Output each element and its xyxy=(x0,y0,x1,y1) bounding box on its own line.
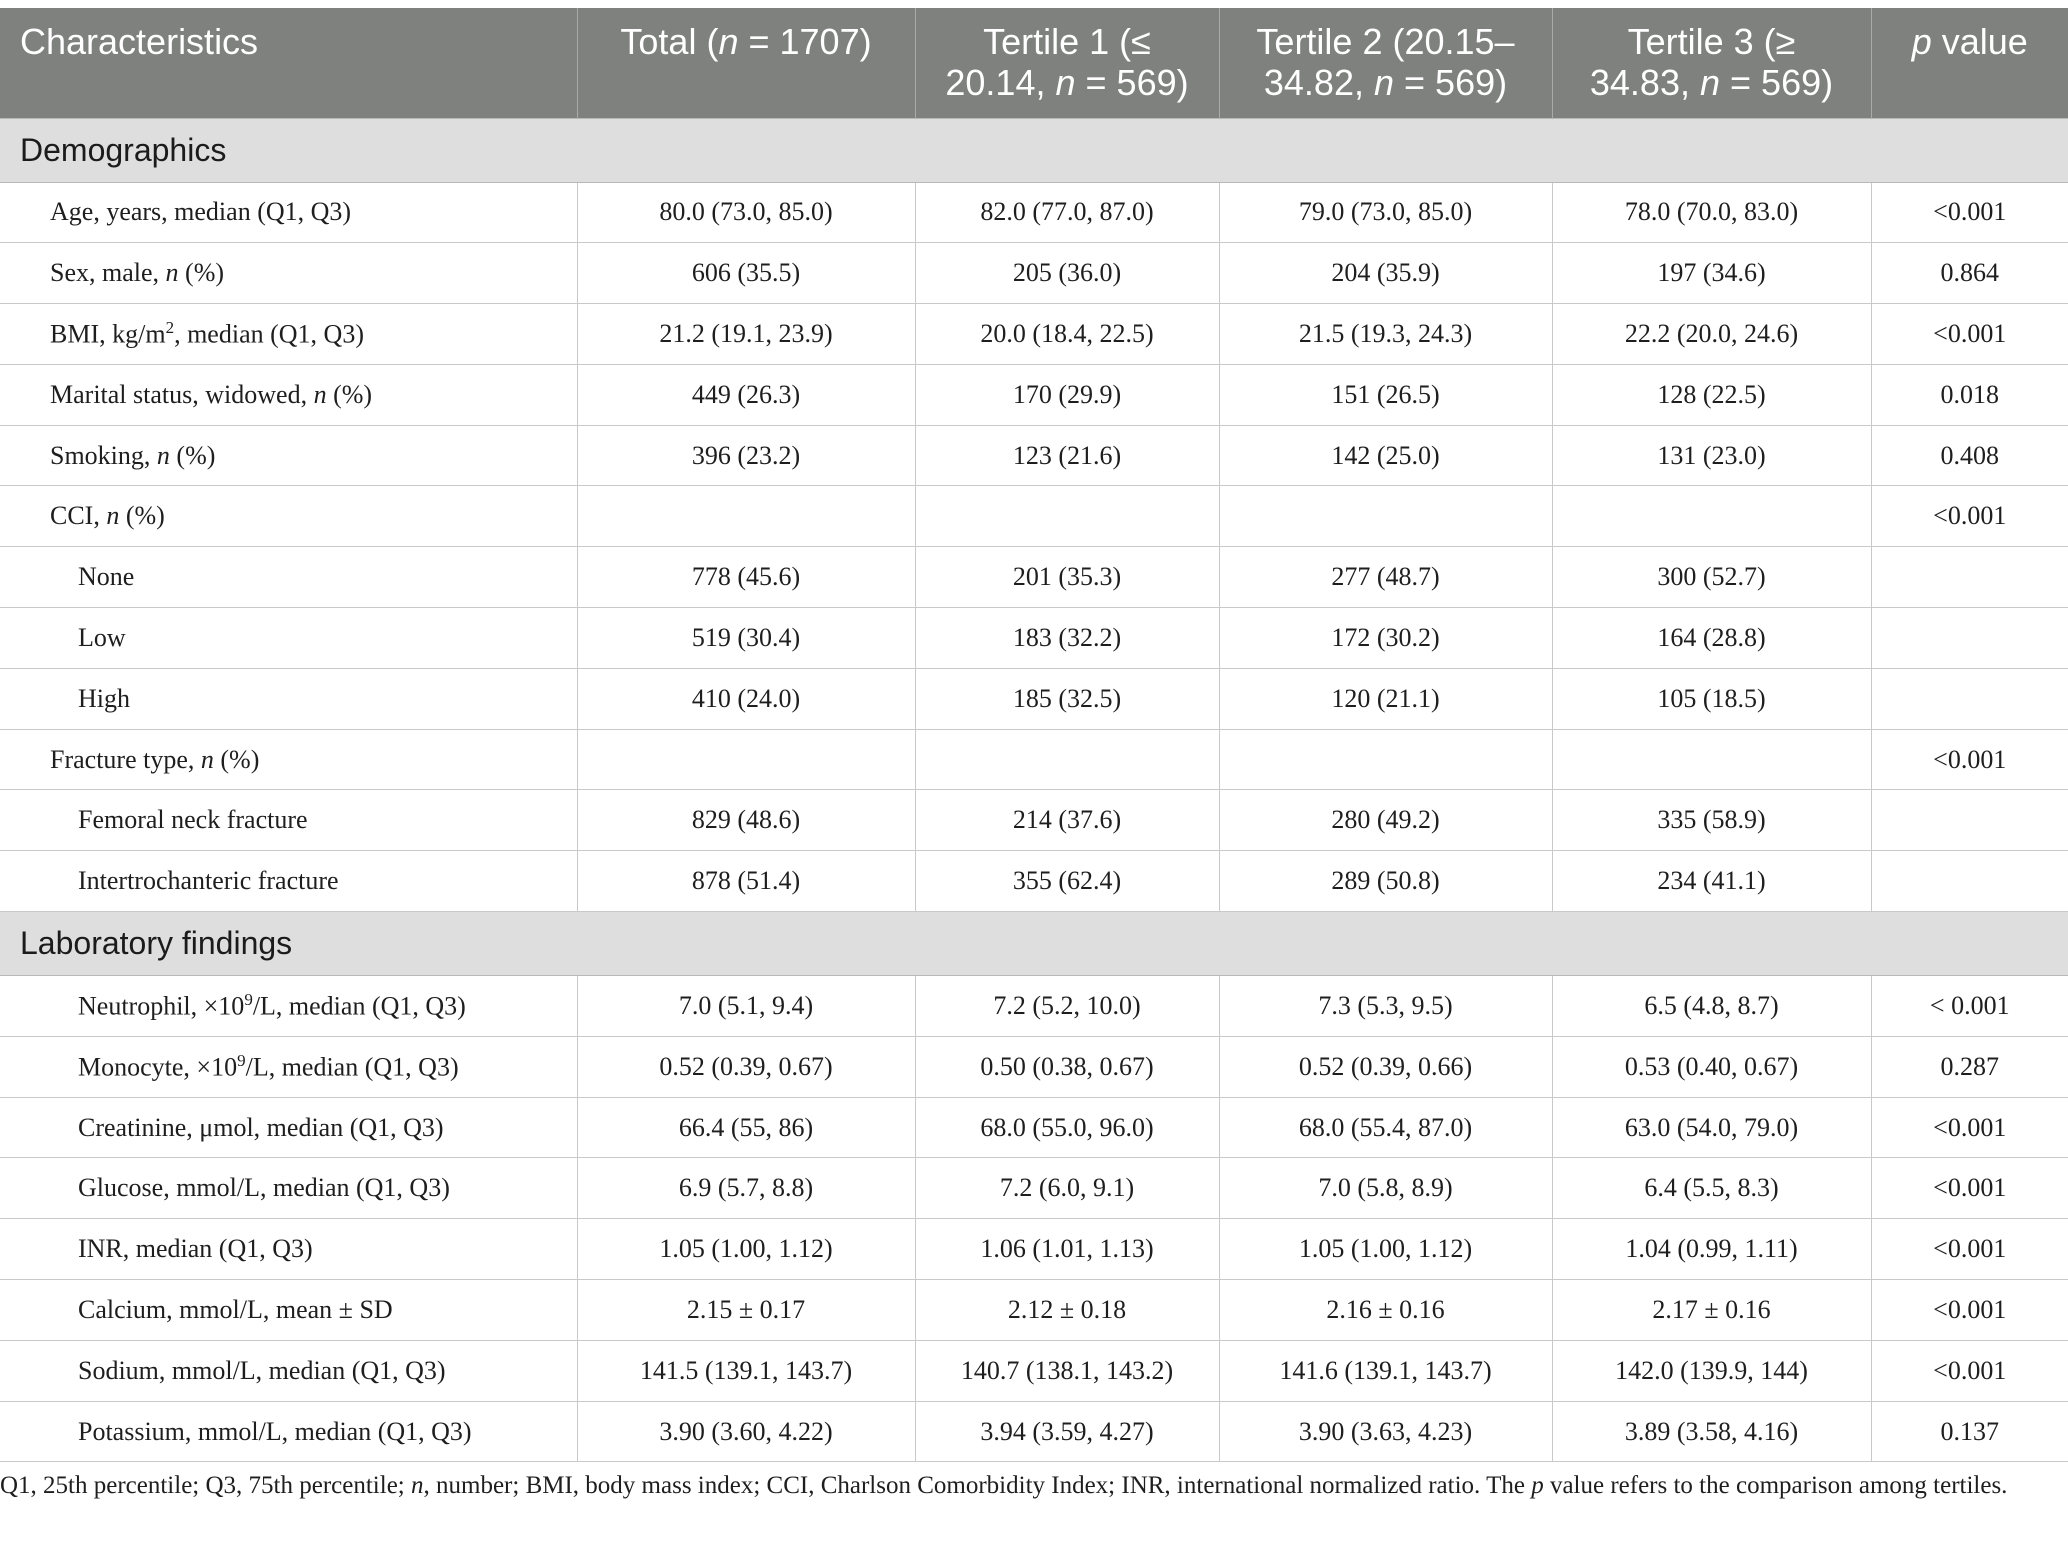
table-row xyxy=(0,608,2068,669)
value-cell: 0.53 (0.40, 0.67) xyxy=(1552,1036,1871,1097)
value-cell: 778 (45.6) xyxy=(577,547,915,608)
table-row xyxy=(0,729,2068,790)
header-tertile-3: Tertile 3 (≥ 34.83, n = 569) xyxy=(1552,8,1871,118)
value-cell: 164 (28.8) xyxy=(1552,608,1871,669)
value-cell: 3.89 (3.58, 4.16) xyxy=(1552,1401,1871,1462)
value-cell: 396 (23.2) xyxy=(577,425,915,486)
section-row-demographics xyxy=(0,118,2068,182)
row-label: Calcium, mmol/L, mean ± SD xyxy=(0,1280,577,1341)
value-cell: 606 (35.5) xyxy=(577,243,915,304)
table-body xyxy=(0,118,2068,1462)
value-cell: 6.5 (4.8, 8.7) xyxy=(1552,976,1871,1037)
value-cell: 7.0 (5.1, 9.4) xyxy=(577,976,915,1037)
row-label: Fracture type, n (%) xyxy=(0,729,577,790)
table-row xyxy=(0,1097,2068,1158)
p-value-cell: 0.018 xyxy=(1871,364,2068,425)
p-value-cell: <0.001 xyxy=(1871,182,2068,243)
value-cell: 2.17 ± 0.16 xyxy=(1552,1280,1871,1341)
table-row xyxy=(0,364,2068,425)
characteristics-table xyxy=(0,8,2068,1462)
value-cell: 204 (35.9) xyxy=(1219,243,1552,304)
value-cell: 410 (24.0) xyxy=(577,668,915,729)
section-title: Demographics xyxy=(0,118,2068,182)
p-value-cell: 0.137 xyxy=(1871,1401,2068,1462)
value-cell: 142.0 (139.9, 144) xyxy=(1552,1340,1871,1401)
value-cell: 1.04 (0.99, 1.11) xyxy=(1552,1219,1871,1280)
table-row xyxy=(0,182,2068,243)
value-cell: 3.90 (3.63, 4.23) xyxy=(1219,1401,1552,1462)
row-label: Age, years, median (Q1, Q3) xyxy=(0,182,577,243)
p-value-cell: 0.408 xyxy=(1871,425,2068,486)
value-cell xyxy=(1219,486,1552,547)
value-cell: 1.05 (1.00, 1.12) xyxy=(577,1219,915,1280)
value-cell: 170 (29.9) xyxy=(915,364,1219,425)
value-cell: 205 (36.0) xyxy=(915,243,1219,304)
table-row xyxy=(0,1219,2068,1280)
row-label: Marital status, widowed, n (%) xyxy=(0,364,577,425)
value-cell: 79.0 (73.0, 85.0) xyxy=(1219,182,1552,243)
value-cell xyxy=(577,729,915,790)
value-cell: 449 (26.3) xyxy=(577,364,915,425)
value-cell xyxy=(915,486,1219,547)
value-cell: 172 (30.2) xyxy=(1219,608,1552,669)
p-value-cell xyxy=(1871,851,2068,912)
p-value-cell: <0.001 xyxy=(1871,486,2068,547)
value-cell xyxy=(1552,486,1871,547)
value-cell: 7.0 (5.8, 8.9) xyxy=(1219,1158,1552,1219)
row-label: Monocyte, $\times 10^9/L$, median (Q1, Q3) xyxy=(0,1036,577,1097)
value-cell: 3.90 (3.60, 4.22) xyxy=(577,1401,915,1462)
value-cell: 7.3 (5.3, 9.5) xyxy=(1219,976,1552,1037)
value-cell: 128 (22.5) xyxy=(1552,364,1871,425)
p-value-cell: <0.001 xyxy=(1871,1158,2068,1219)
value-cell: 20.0 (18.4, 22.5) xyxy=(915,304,1219,365)
p-value-cell xyxy=(1871,608,2068,669)
value-cell: 878 (51.4) xyxy=(577,851,915,912)
value-cell: 21.2 (19.1, 23.9) xyxy=(577,304,915,365)
value-cell: 142 (25.0) xyxy=(1219,425,1552,486)
table-row xyxy=(0,668,2068,729)
table-row xyxy=(0,1036,2068,1097)
section-title: Laboratory findings xyxy=(0,912,2068,976)
value-cell: 234 (41.1) xyxy=(1552,851,1871,912)
value-cell: 185 (32.5) xyxy=(915,668,1219,729)
table-row xyxy=(0,790,2068,851)
p-value-cell xyxy=(1871,547,2068,608)
value-cell: 151 (26.5) xyxy=(1219,364,1552,425)
row-label: Femoral neck fracture xyxy=(0,790,577,851)
p-value-cell: <0.001 xyxy=(1871,1097,2068,1158)
value-cell: 1.06 (1.01, 1.13) xyxy=(915,1219,1219,1280)
row-label: Sodium, mmol/L, median (Q1, Q3) xyxy=(0,1340,577,1401)
table-row xyxy=(0,425,2068,486)
value-cell: 82.0 (77.0, 87.0) xyxy=(915,182,1219,243)
value-cell: 66.4 (55, 86) xyxy=(577,1097,915,1158)
table-row xyxy=(0,304,2068,365)
p-value-cell: <0.001 xyxy=(1871,1219,2068,1280)
value-cell xyxy=(577,486,915,547)
value-cell: 519 (30.4) xyxy=(577,608,915,669)
value-cell: 68.0 (55.0, 96.0) xyxy=(915,1097,1219,1158)
p-value-cell: 0.864 xyxy=(1871,243,2068,304)
value-cell: 0.50 (0.38, 0.67) xyxy=(915,1036,1219,1097)
value-cell: 289 (50.8) xyxy=(1219,851,1552,912)
value-cell: 105 (18.5) xyxy=(1552,668,1871,729)
table-header-row xyxy=(0,8,2068,118)
value-cell: 141.5 (139.1, 143.7) xyxy=(577,1340,915,1401)
value-cell: 141.6 (139.1, 143.7) xyxy=(1219,1340,1552,1401)
row-label: Neutrophil, $\times 10^9/L$, median (Q1, Q3) xyxy=(0,976,577,1037)
row-label: Glucose, mmol/L, median (Q1, Q3) xyxy=(0,1158,577,1219)
value-cell xyxy=(915,729,1219,790)
p-value-cell: 0.287 xyxy=(1871,1036,2068,1097)
p-value-cell xyxy=(1871,790,2068,851)
p-value-cell: < 0.001 xyxy=(1871,976,2068,1037)
value-cell: 197 (34.6) xyxy=(1552,243,1871,304)
value-cell: 21.5 (19.3, 24.3) xyxy=(1219,304,1552,365)
row-label: Creatinine, μmol, median (Q1, Q3) xyxy=(0,1097,577,1158)
table-row xyxy=(0,547,2068,608)
value-cell: 1.05 (1.00, 1.12) xyxy=(1219,1219,1552,1280)
p-value-cell: <0.001 xyxy=(1871,1340,2068,1401)
value-cell: 214 (37.6) xyxy=(915,790,1219,851)
value-cell xyxy=(1219,729,1552,790)
value-cell: 7.2 (5.2, 10.0) xyxy=(915,976,1219,1037)
row-label: Sex, male, n (%) xyxy=(0,243,577,304)
value-cell: 201 (35.3) xyxy=(915,547,1219,608)
p-value-cell: <0.001 xyxy=(1871,304,2068,365)
value-cell: 280 (49.2) xyxy=(1219,790,1552,851)
value-cell: 3.94 (3.59, 4.27) xyxy=(915,1401,1219,1462)
value-cell: 829 (48.6) xyxy=(577,790,915,851)
row-label: Potassium, mmol/L, median (Q1, Q3) xyxy=(0,1401,577,1462)
header-tertile-1: Tertile 1 (≤ 20.14, n = 569) xyxy=(915,8,1219,118)
value-cell: 183 (32.2) xyxy=(915,608,1219,669)
value-cell: 140.7 (138.1, 143.2) xyxy=(915,1340,1219,1401)
table-row xyxy=(0,1401,2068,1462)
value-cell: 2.16 ± 0.16 xyxy=(1219,1280,1552,1341)
value-cell: 2.15 ± 0.17 xyxy=(577,1280,915,1341)
value-cell: 300 (52.7) xyxy=(1552,547,1871,608)
value-cell: 0.52 (0.39, 0.67) xyxy=(577,1036,915,1097)
table-row xyxy=(0,976,2068,1037)
value-cell: 123 (21.6) xyxy=(915,425,1219,486)
header-characteristics: Characteristics xyxy=(0,8,577,118)
table-footnote: Q1, 25th percentile; Q3, 75th percentile; n, number; BMI, body mass index; CCI, Charlson Comorbidity Index; INR, international normalized ratio. The p value refers to the comparison among tertiles. xyxy=(0,1472,2008,1499)
value-cell: 355 (62.4) xyxy=(915,851,1219,912)
header-p-value: p value xyxy=(1871,8,2068,118)
value-cell: 78.0 (70.0, 83.0) xyxy=(1552,182,1871,243)
header-tertile-2: Tertile 2 (20.15– 34.82, n = 569) xyxy=(1219,8,1552,118)
value-cell: 63.0 (54.0, 79.0) xyxy=(1552,1097,1871,1158)
p-value-cell: <0.001 xyxy=(1871,1280,2068,1341)
value-cell: 7.2 (6.0, 9.1) xyxy=(915,1158,1219,1219)
section-row-laboratory xyxy=(0,912,2068,976)
value-cell: 277 (48.7) xyxy=(1219,547,1552,608)
table-row xyxy=(0,1340,2068,1401)
table-row xyxy=(0,1158,2068,1219)
value-cell: 68.0 (55.4, 87.0) xyxy=(1219,1097,1552,1158)
table-row xyxy=(0,486,2068,547)
row-label: High xyxy=(0,668,577,729)
p-value-cell xyxy=(1871,668,2068,729)
value-cell xyxy=(1552,729,1871,790)
value-cell: 2.12 ± 0.18 xyxy=(915,1280,1219,1341)
value-cell: 6.9 (5.7, 8.8) xyxy=(577,1158,915,1219)
row-label: None xyxy=(0,547,577,608)
row-label: BMI, $kg/m^2$, median (Q1, Q3) xyxy=(0,304,577,365)
row-label: Smoking, n (%) xyxy=(0,425,577,486)
table-row xyxy=(0,243,2068,304)
value-cell: 6.4 (5.5, 8.3) xyxy=(1552,1158,1871,1219)
table-row xyxy=(0,1280,2068,1341)
value-cell: 22.2 (20.0, 24.6) xyxy=(1552,304,1871,365)
row-label: INR, median (Q1, Q3) xyxy=(0,1219,577,1280)
header-total: Total (n = 1707) xyxy=(577,8,915,118)
p-value-cell: <0.001 xyxy=(1871,729,2068,790)
value-cell: 120 (21.1) xyxy=(1219,668,1552,729)
value-cell: 335 (58.9) xyxy=(1552,790,1871,851)
value-cell: 131 (23.0) xyxy=(1552,425,1871,486)
row-label: CCI, n (%) xyxy=(0,486,577,547)
value-cell: 0.52 (0.39, 0.66) xyxy=(1219,1036,1552,1097)
value-cell: 80.0 (73.0, 85.0) xyxy=(577,182,915,243)
table-row xyxy=(0,851,2068,912)
row-label: Low xyxy=(0,608,577,669)
row-label: Intertrochanteric fracture xyxy=(0,851,577,912)
